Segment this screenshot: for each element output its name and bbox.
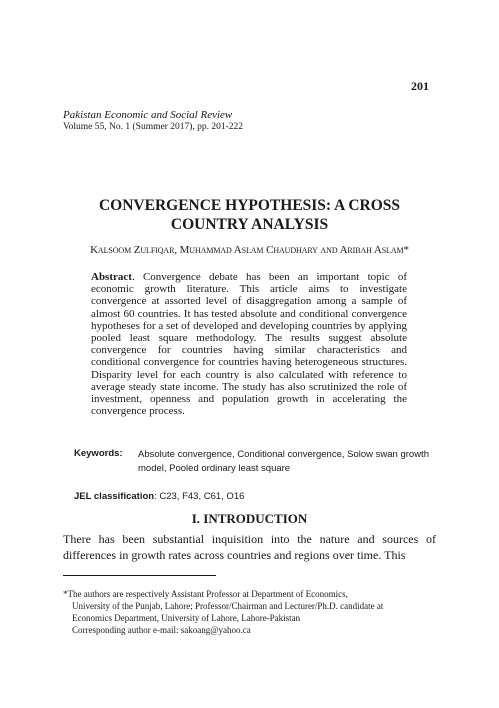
footnote-line-4: Corresponding author e-mail: sakoang@yahoo.ca <box>72 625 251 635</box>
keywords-text: Absolute convergence, Conditional convergence, Solow swan growth model, Pooled ordinary least square <box>138 449 429 474</box>
title-line-1: CONVERGENCE HYPOTHESIS: A CROSS <box>98 197 401 214</box>
title-line-2: COUNTRY ANALYSIS <box>170 216 329 233</box>
footnote-line-3: Economics Department, University of Lahore, Lahore-Pakistan <box>72 613 301 623</box>
authors: Kalsoom Zulfiqar, Muhammad Aslam Chaudhary and Aribah Aslam* <box>90 244 409 256</box>
footnote-line-1: *The authors are respectively Assistant Professor at Department of Economics, <box>63 589 348 599</box>
journal-name: Pakistan Economic and Social Review <box>63 109 233 121</box>
jel-classification <box>74 491 244 502</box>
footnote <box>63 588 436 636</box>
page-number: 201 <box>411 79 429 93</box>
intro-paragraph: There has been substantial inquisition into the nature and sources of differences in growth rates across countries and regions over time. This <box>63 532 436 562</box>
jel-label: JEL classification <box>74 491 155 502</box>
section-heading: I. INTRODUCTION <box>191 511 308 526</box>
abstract <box>91 271 407 417</box>
keywords-label: Keywords: <box>74 448 123 459</box>
paper-title <box>63 196 436 234</box>
abstract-text: . Convergence debate has been an important topic of economic growth literature. This article aims to investigate convergence at assorted level of disaggregation among a sample of almost 60 countries. It has tested absolute and conditional convergence hypotheses for a set of developed and developing countries by applying pooled least square methodology. The results suggest absolute convergence for countries having similar characteristics and conditional convergence for countries having heterogeneous structures. Disparity level for each country is also calculated with reference to average steady state income. The study has also scrutinized the role of investment, openness and population growth in accelerating the convergence process. <box>91 271 407 418</box>
abstract-label: Abstract <box>91 271 132 283</box>
journal-volume: Volume 55, No. 1 (Summer 2017), pp. 201-222 <box>63 122 244 132</box>
footnote-line-2: University of the Punjab, Lahore; Professor/Chairman and Lecturer/Ph.D. candidate at <box>72 601 384 611</box>
jel-codes: : C23, F43, C61, O16 <box>154 491 245 502</box>
footnote-rule <box>63 575 216 576</box>
